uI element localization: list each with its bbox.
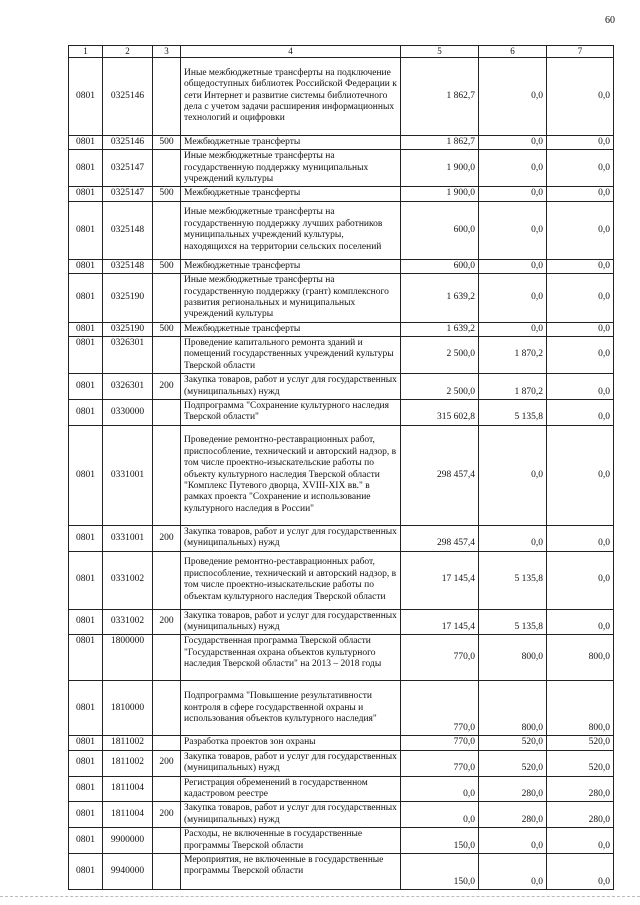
table-cell-c2: 0331001 <box>103 425 153 525</box>
table-cell-c1: 0801 <box>69 201 103 259</box>
table-cell-c6: 1 870,2 <box>479 337 547 374</box>
table-cell-c4: Закупка товаров, работ и услуг для государственных (муниципальных) нужд <box>181 525 401 551</box>
table-cell-c3 <box>153 635 181 681</box>
table-cell-c3: 500 <box>153 259 181 273</box>
table-cell-c2: 0325147 <box>103 187 153 201</box>
table-cell-c1: 0801 <box>69 259 103 273</box>
table-row <box>69 150 614 187</box>
table-cell-c1: 0801 <box>69 187 103 201</box>
table-row <box>69 259 614 273</box>
column-header: 2 <box>103 46 153 58</box>
table-row <box>69 187 614 201</box>
table-row <box>69 425 614 525</box>
table-row <box>69 828 614 854</box>
table-cell-c7: 0,0 <box>547 322 614 336</box>
table-cell-c7: 800,0 <box>547 635 614 681</box>
table-cell-c1: 0801 <box>69 274 103 323</box>
table-cell-c3: 200 <box>153 525 181 551</box>
column-header: 7 <box>547 46 614 58</box>
table-cell-c2: 1800000 <box>103 635 153 681</box>
table-cell-c1: 0801 <box>69 150 103 187</box>
table-cell-c2: 1811002 <box>103 736 153 750</box>
table-cell-c6: 1 870,2 <box>479 374 547 400</box>
table-row <box>69 337 614 374</box>
table-cell-c2: 9940000 <box>103 853 153 889</box>
table-cell-c4: Разработка проектов зон охраны <box>181 736 401 750</box>
table-cell-c6: 0,0 <box>479 274 547 323</box>
table-cell-c1: 0801 <box>69 337 103 374</box>
table-cell-c3: 500 <box>153 322 181 336</box>
table-cell-c5: 600,0 <box>401 201 479 259</box>
column-header: 4 <box>181 46 401 58</box>
table-cell-c6: 0,0 <box>479 57 547 135</box>
table-cell-c7: 0,0 <box>547 274 614 323</box>
table-cell-c4: Закупка товаров, работ и услуг для государственных (муниципальных) нужд <box>181 802 401 828</box>
table-cell-c5: 0,0 <box>401 776 479 802</box>
table-cell-c5: 150,0 <box>401 853 479 889</box>
column-header: 6 <box>479 46 547 58</box>
table-cell-c7: 0,0 <box>547 150 614 187</box>
table-cell-c5: 770,0 <box>401 750 479 776</box>
table-row <box>69 374 614 400</box>
table-cell-c4: Иные межбюджетные трансферты на государственную поддержку (грант) комплексного развития региональных и муниципальных учреждений культуры <box>181 274 401 323</box>
table-cell-c6: 0,0 <box>479 828 547 854</box>
table-cell-c1: 0801 <box>69 525 103 551</box>
table-cell-c2: 0325147 <box>103 150 153 187</box>
table-row <box>69 736 614 750</box>
table-cell-c4: Государственная программа Тверской области "Государственная охрана объектов культурного наследия Тверской области" на 2013 – 2018 годы <box>181 635 401 681</box>
table-cell-c1: 0801 <box>69 135 103 149</box>
table-cell-c5: 1 862,7 <box>401 57 479 135</box>
table-cell-c1: 0801 <box>69 609 103 635</box>
table-cell-c2: 0326301 <box>103 374 153 400</box>
table-cell-c3 <box>153 681 181 736</box>
table-cell-c4: Межбюджетные трансферты <box>181 259 401 273</box>
table-row <box>69 635 614 681</box>
table-cell-c4: Иные межбюджетные трансферты на подключение общедоступных библиотек Российской Федерации к сети Интернет и развитие системы библиотечного дела с учетом задачи расширения информационных технологий и оцифровки <box>181 57 401 135</box>
table-cell-c3: 500 <box>153 135 181 149</box>
table-cell-c3: 200 <box>153 374 181 400</box>
table-cell-c3 <box>153 736 181 750</box>
table-row <box>69 322 614 336</box>
table-cell-c2: 0331002 <box>103 551 153 609</box>
table-cell-c5: 770,0 <box>401 681 479 736</box>
table-cell-c7: 0,0 <box>547 201 614 259</box>
table-cell-c1: 0801 <box>69 828 103 854</box>
table-cell-c6: 0,0 <box>479 201 547 259</box>
table-cell-c6: 0,0 <box>479 187 547 201</box>
table-cell-c5: 0,0 <box>401 802 479 828</box>
table-cell-c3 <box>153 201 181 259</box>
table-cell-c1: 0801 <box>69 802 103 828</box>
table-cell-c2: 1811004 <box>103 776 153 802</box>
table-cell-c5: 1 639,2 <box>401 274 479 323</box>
table-cell-c6: 0,0 <box>479 259 547 273</box>
table-cell-c7: 0,0 <box>547 551 614 609</box>
table-cell-c7: 0,0 <box>547 259 614 273</box>
table-cell-c6: 5 135,8 <box>479 551 547 609</box>
table-cell-c6: 0,0 <box>479 150 547 187</box>
table-cell-c7: 0,0 <box>547 187 614 201</box>
table-cell-c7: 520,0 <box>547 736 614 750</box>
table-cell-c5: 770,0 <box>401 736 479 750</box>
table-cell-c7: 280,0 <box>547 802 614 828</box>
header-row <box>69 46 614 58</box>
table-cell-c6: 520,0 <box>479 736 547 750</box>
table-row <box>69 551 614 609</box>
table-cell-c3: 200 <box>153 750 181 776</box>
table-cell-c1: 0801 <box>69 425 103 525</box>
table-cell-c3 <box>153 828 181 854</box>
table-cell-c2: 1811004 <box>103 802 153 828</box>
table-cell-c4: Закупка товаров, работ и услуг для государственных (муниципальных) нужд <box>181 609 401 635</box>
table-cell-c5: 17 145,4 <box>401 551 479 609</box>
table-cell-c6: 0,0 <box>479 525 547 551</box>
table-cell-c4: Проведение капитального ремонта зданий и помещений государственных учреждений культуры Тверской области <box>181 337 401 374</box>
table-row <box>69 776 614 802</box>
table-cell-c4: Мероприятия, не включенные в государственные программы Тверской области <box>181 853 401 889</box>
column-header: 1 <box>69 46 103 58</box>
table-cell-c1: 0801 <box>69 736 103 750</box>
table-cell-c2: 0325148 <box>103 259 153 273</box>
table-cell-c5: 600,0 <box>401 259 479 273</box>
table-cell-c5: 770,0 <box>401 635 479 681</box>
table-cell-c5: 1 900,0 <box>401 150 479 187</box>
table-cell-c7: 0,0 <box>547 853 614 889</box>
table-cell-c6: 5 135,8 <box>479 609 547 635</box>
table-row <box>69 525 614 551</box>
table-cell-c4: Межбюджетные трансферты <box>181 135 401 149</box>
table-cell-c5: 1 862,7 <box>401 135 479 149</box>
table-cell-c4: Межбюджетные трансферты <box>181 187 401 201</box>
table-cell-c3 <box>153 274 181 323</box>
table-cell-c3 <box>153 425 181 525</box>
table-cell-c5: 150,0 <box>401 828 479 854</box>
table-cell-c4: Иные межбюджетные трансферты на государственную поддержку муниципальных учреждений культуры <box>181 150 401 187</box>
table-cell-c6: 280,0 <box>479 802 547 828</box>
table-cell-c4: Закупка товаров, работ и услуг для государственных (муниципальных) нужд <box>181 750 401 776</box>
table-cell-c7: 0,0 <box>547 374 614 400</box>
table-cell-c4: Проведение ремонтно-реставрационных работ, приспособление, технический и авторский надзор, в том числе проектно-изыскательские работы по объектам культурного наследия Тверской области <box>181 551 401 609</box>
table-cell-c6: 800,0 <box>479 681 547 736</box>
table-cell-c5: 298 457,4 <box>401 525 479 551</box>
table-cell-c6: 800,0 <box>479 635 547 681</box>
table-cell-c2: 0325148 <box>103 201 153 259</box>
table-cell-c4: Подпрограмма "Повышение результативности контроля в сфере государственной охраны и использования объектов культурного наследия" <box>181 681 401 736</box>
table-row <box>69 135 614 149</box>
table-cell-c3 <box>153 551 181 609</box>
table-cell-c5: 17 145,4 <box>401 609 479 635</box>
table-cell-c4: Межбюджетные трансферты <box>181 322 401 336</box>
table-cell-c7: 0,0 <box>547 57 614 135</box>
page-number: 60 <box>605 15 615 26</box>
table-cell-c6: 0,0 <box>479 853 547 889</box>
table-cell-c7: 0,0 <box>547 425 614 525</box>
table-cell-c7: 0,0 <box>547 135 614 149</box>
table-row <box>69 853 614 889</box>
table-cell-c3 <box>153 57 181 135</box>
table-cell-c3: 200 <box>153 802 181 828</box>
table-row <box>69 681 614 736</box>
table-cell-c5: 1 900,0 <box>401 187 479 201</box>
table-cell-c3 <box>153 400 181 426</box>
table-cell-c7: 280,0 <box>547 776 614 802</box>
table-row <box>69 201 614 259</box>
page-bottom-rule <box>0 896 640 897</box>
table-cell-c4: Подпрограмма "Сохранение культурного наследия Тверской области" <box>181 400 401 426</box>
table-cell-c1: 0801 <box>69 635 103 681</box>
table-cell-c5: 315 602,8 <box>401 400 479 426</box>
table-row <box>69 57 614 135</box>
table-cell-c3 <box>153 853 181 889</box>
table-row <box>69 400 614 426</box>
table-cell-c3: 200 <box>153 609 181 635</box>
budget-table <box>68 45 614 890</box>
table-cell-c7: 0,0 <box>547 337 614 374</box>
table-cell-c2: 0325190 <box>103 274 153 323</box>
table-row <box>69 274 614 323</box>
table-cell-c1: 0801 <box>69 374 103 400</box>
table-cell-c4: Проведение ремонтно-реставрационных работ, приспособление, технический и авторский надзор, в том числе проектно-изыскательские работы по объекту культурного наследия Тверской области "Комплекс Путевого дворца, XVIII-XIX вв." в рамках проекта "Сохранение и использование культурного наследия в России" <box>181 425 401 525</box>
column-header: 5 <box>401 46 479 58</box>
table-cell-c6: 520,0 <box>479 750 547 776</box>
table-cell-c1: 0801 <box>69 681 103 736</box>
table-cell-c3: 500 <box>153 187 181 201</box>
table-cell-c1: 0801 <box>69 400 103 426</box>
table-cell-c2: 0326301 <box>103 337 153 374</box>
table-cell-c2: 1810000 <box>103 681 153 736</box>
table-cell-c6: 0,0 <box>479 322 547 336</box>
table-cell-c2: 0331001 <box>103 525 153 551</box>
column-header: 3 <box>153 46 181 58</box>
table-cell-c4: Расходы, не включенные в государственные программы Тверской области <box>181 828 401 854</box>
table-cell-c6: 5 135,8 <box>479 400 547 426</box>
table-cell-c5: 2 500,0 <box>401 337 479 374</box>
table-cell-c2: 0325190 <box>103 322 153 336</box>
table-cell-c7: 0,0 <box>547 609 614 635</box>
table-cell-c7: 0,0 <box>547 525 614 551</box>
table-cell-c3 <box>153 150 181 187</box>
table-cell-c6: 0,0 <box>479 135 547 149</box>
table-cell-c4: Закупка товаров, работ и услуг для государственных (муниципальных) нужд <box>181 374 401 400</box>
table-cell-c2: 0330000 <box>103 400 153 426</box>
table-row <box>69 802 614 828</box>
table-cell-c3 <box>153 776 181 802</box>
table-cell-c6: 280,0 <box>479 776 547 802</box>
table-cell-c2: 1811002 <box>103 750 153 776</box>
table-cell-c2: 0331002 <box>103 609 153 635</box>
table-cell-c2: 0325146 <box>103 57 153 135</box>
table-cell-c5: 2 500,0 <box>401 374 479 400</box>
table-row <box>69 750 614 776</box>
table-cell-c5: 298 457,4 <box>401 425 479 525</box>
table-row <box>69 609 614 635</box>
table-cell-c2: 0325146 <box>103 135 153 149</box>
table-cell-c5: 1 639,2 <box>401 322 479 336</box>
table-cell-c1: 0801 <box>69 57 103 135</box>
table-cell-c7: 0,0 <box>547 828 614 854</box>
table-cell-c1: 0801 <box>69 750 103 776</box>
table-cell-c7: 0,0 <box>547 400 614 426</box>
table-cell-c3 <box>153 337 181 374</box>
table-cell-c7: 520,0 <box>547 750 614 776</box>
table-cell-c6: 0,0 <box>479 425 547 525</box>
table-cell-c1: 0801 <box>69 322 103 336</box>
table-cell-c1: 0801 <box>69 853 103 889</box>
table-cell-c4: Регистрация обременений в государственном кадастровом реестре <box>181 776 401 802</box>
table-cell-c4: Иные межбюджетные трансферты на государственную поддержку лучших работников муниципальных учреждений культуры, находящихся на территории сельских поселений <box>181 201 401 259</box>
table-cell-c1: 0801 <box>69 776 103 802</box>
table-cell-c2: 9900000 <box>103 828 153 854</box>
table-cell-c7: 800,0 <box>547 681 614 736</box>
table-cell-c1: 0801 <box>69 551 103 609</box>
